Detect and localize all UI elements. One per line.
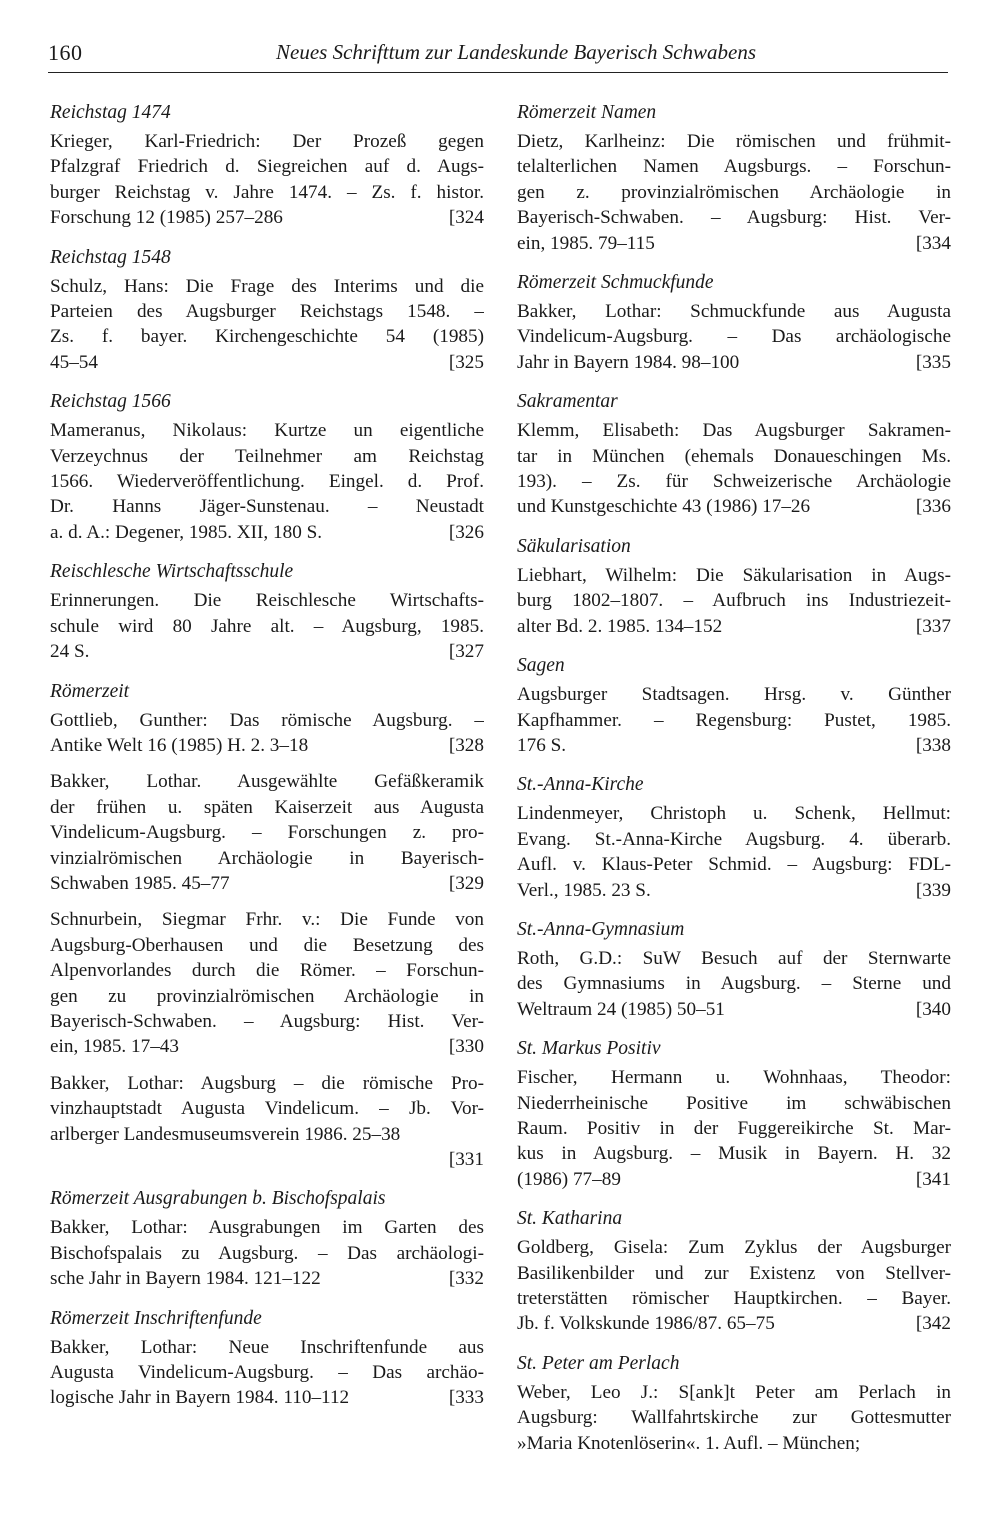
entry-number: [334 — [915, 232, 951, 254]
bibliography-section — [50, 1306, 484, 1411]
bibliography-section — [517, 389, 951, 520]
section-heading: Reischlesche Wirtschaftsschule — [50, 561, 294, 583]
entry-line: ein, 1985. 79–115 [334 — [517, 231, 951, 256]
bibliography-section — [50, 245, 484, 376]
entry-line: burg 1802–1807. – Aufbruch ins Industriezeit- — [517, 590, 951, 612]
bibliography-entry — [517, 299, 951, 375]
right-column — [517, 100, 951, 1470]
entry-line: vinzhauptstadt Augusta Vindelicum. – Jb. Vor- — [50, 1098, 484, 1120]
bibliography-entry — [50, 907, 484, 1059]
entry-line: der frühen u. späten Kaiserzeit aus Augusta — [50, 796, 484, 818]
entry-line: Kapfhammer. – Regensburg: Pustet, 1985. — [517, 709, 951, 731]
entry-number: [331 — [448, 1149, 484, 1170]
section-heading: St. Katharina — [517, 1208, 623, 1230]
entry-number: [328 — [448, 734, 484, 756]
entry-line: Vindelicum-Augsburg. – Das archäologische — [517, 326, 951, 348]
entry-line: arlberger Landesmuseumsverein 1986. 25–38 — [50, 1123, 401, 1145]
section-heading: Römerzeit Inschriftenfunde — [50, 1307, 262, 1329]
bibliography-section — [517, 1036, 951, 1192]
entry-line: Fischer, Hermann u. Wohnhaas, Theodor: — [517, 1067, 951, 1089]
entry-line: Bakker, Lothar: Schmuckfunde aus Augusta — [517, 301, 951, 323]
entry-line: 24 S. [327 — [50, 639, 484, 664]
entry-number: [337 — [915, 615, 951, 637]
entry-line: Bischofspalais zu Augsburg. – Das archäologi- — [50, 1242, 484, 1264]
bibliography-entry — [50, 769, 484, 896]
entry-line: burger Reichstag v. Jahre 1474. – Zs. f. histor. — [50, 181, 484, 203]
bibliography-section — [517, 1351, 951, 1456]
entry-line: Raum. Positiv in der Fuggereikirche St. Mar- — [517, 1117, 951, 1139]
bibliography-section — [517, 772, 951, 903]
section-heading: Römerzeit — [50, 680, 130, 702]
entry-line: Lindenmeyer, Christoph u. Schenk, Hellmut: — [517, 803, 951, 825]
bibliography-entry — [517, 946, 951, 1022]
entry-number: [327 — [448, 641, 484, 663]
entry-line: Mameranus, Nikolaus: Kurtze un eigentliche — [50, 420, 484, 442]
bibliography-entry — [50, 418, 484, 545]
bibliography-entry — [50, 1335, 484, 1411]
entry-line: a. d. A.: Degener, 1985. XII, 180 S. [326 — [50, 520, 484, 545]
entry-line: kus in Augsburg. – Musik in Bayern. H. 32 — [517, 1143, 951, 1165]
entry-line: Zs. f. bayer. Kirchengeschichte 54 (1985) — [50, 326, 484, 348]
entry-line: sche Jahr in Bayern 1984. 121–122 [332 — [50, 1266, 484, 1291]
section-heading: St. Peter am Perlach — [517, 1352, 680, 1374]
section-heading: Säkularisation — [517, 535, 631, 557]
entry-line: tar in München (ehemals Donaueschingen Ms. — [517, 445, 951, 467]
entry-line: (1986) 77–89 [341 — [517, 1167, 951, 1192]
entry-number: [340 — [915, 998, 951, 1020]
bibliography-section — [517, 534, 951, 639]
bibliography-section — [517, 100, 951, 256]
bibliography-entry — [517, 801, 951, 903]
entry-line: Weltraum 24 (1985) 50–51 [340 — [517, 997, 951, 1022]
bibliography-section — [50, 559, 484, 664]
entry-line: gen zu provinzialrömischen Archäologie in — [50, 985, 484, 1007]
entry-line: Augsburg: Wallfahrtskirche zur Gottesmutter — [517, 1407, 951, 1429]
entry-line: Pfalzgraf Friedrich d. Siegreichen auf d. Augs- — [50, 156, 484, 178]
entry-line: Forschung 12 (1985) 257–286 [324 — [50, 205, 484, 230]
bibliography-entry — [50, 708, 484, 759]
entry-number: [341 — [915, 1168, 951, 1190]
section-heading: Reichstag 1566 — [50, 391, 171, 413]
entry-number: [326 — [448, 521, 484, 543]
running-title: Neues Schrifttum zur Landeskunde Bayerisch Schwabens — [276, 40, 757, 64]
entry-line: 45–54 [325 — [50, 350, 484, 375]
section-heading: Reichstag 1548 — [50, 246, 171, 268]
entry-line: Jb. f. Volkskunde 1986/87. 65–75 [342 — [517, 1311, 951, 1336]
entry-number: [325 — [448, 351, 484, 373]
bibliography-entry — [517, 418, 951, 520]
entry-line: 176 S. [338 — [517, 733, 951, 758]
entry-line: Alpenvorlandes durch die Römer. – Forschun- — [50, 960, 484, 982]
entry-line: Aufl. v. Klaus-Peter Schmid. – Augsburg: FDL- — [517, 854, 951, 876]
entry-line: Verl., 1985. 23 S. [339 — [517, 878, 951, 903]
entry-line: Jahr in Bayern 1984. 98–100 [335 — [517, 350, 951, 375]
entry-number: [324 — [448, 207, 484, 229]
entry-line: Erinnerungen. Die Reischlesche Wirtschafts- — [50, 590, 484, 612]
entry-number: [342 — [915, 1313, 951, 1335]
bibliography-entry — [517, 682, 951, 758]
entry-line: Bakker, Lothar. Ausgewählte Gefäßkeramik — [50, 771, 484, 793]
entry-line: vinzialrömischen Archäologie in Bayerisch- — [50, 847, 484, 869]
bibliography-section — [50, 100, 484, 231]
entry-line: Schnurbein, Siegmar Frhr. v.: Die Funde von — [50, 909, 484, 931]
bibliography-section — [50, 679, 484, 1173]
entry-line: logische Jahr in Bayern 1984. 110–112 [333 — [50, 1385, 484, 1410]
entry-line: Augsburger Stadtsagen. Hrsg. v. Günther — [517, 684, 951, 706]
section-heading: Sakramentar — [517, 391, 618, 413]
entry-number: [333 — [448, 1387, 484, 1409]
section-heading: Römerzeit Namen — [517, 102, 657, 123]
entry-number: [335 — [915, 351, 951, 373]
entry-line: Bakker, Lothar: Neue Inschriftenfunde aus — [50, 1336, 484, 1358]
entry-line: ein, 1985. 17–43 [330 — [50, 1034, 484, 1059]
entry-line: Bayerisch-Schwaben. – Augsburg: Hist. Ver- — [517, 207, 951, 229]
entry-line: Verzeychnus der Teilnehmer am Reichstag — [50, 445, 484, 467]
section-heading: Römerzeit Schmuckfunde — [517, 272, 714, 294]
bibliography-section — [517, 653, 951, 758]
section-heading: St.-Anna-Kirche — [517, 774, 644, 796]
bibliography-entry — [50, 129, 484, 231]
entry-number: [338 — [915, 734, 951, 756]
entry-line: treterstätten römischer Hauptkirchen. – Bayer. — [517, 1288, 951, 1309]
entry-line: »Maria Knotenlöserin«. 1. Aufl. – München; — [517, 1432, 861, 1454]
entry-line: Dr. Hanns Jäger-Sunstenau. – Neustadt — [50, 496, 484, 518]
entry-line: Krieger, Karl-Friedrich: Der Prozeß gegen — [50, 131, 484, 152]
entry-number: [332 — [448, 1268, 484, 1290]
bibliography-section — [517, 1206, 951, 1337]
bibliography-entry — [517, 1235, 951, 1337]
entry-line: Goldberg, Gisela: Zum Zyklus der Augsburger — [517, 1237, 951, 1259]
entry-line: Bayerisch-Schwaben. – Augsburg: Hist. Ver- — [50, 1010, 484, 1032]
entry-number: [336 — [915, 496, 951, 518]
bibliography-entry — [517, 129, 951, 256]
entry-line: Evang. St.-Anna-Kirche Augsburg. 4. überarb. — [517, 828, 951, 850]
bibliography-entry — [517, 1065, 951, 1192]
bibliography-section — [50, 1186, 484, 1291]
entry-line: Augsburg-Oberhausen und die Besetzung des — [50, 934, 484, 956]
section-heading: Römerzeit Ausgrabungen b. Bischofspalais — [50, 1188, 386, 1210]
bibliography-entry — [50, 1071, 484, 1173]
entry-line: Antike Welt 16 (1985) H. 2. 3–18 [328 — [50, 733, 484, 758]
entry-number: [339 — [915, 879, 951, 901]
bibliography-section — [50, 389, 484, 545]
entry-line: Weber, Leo J.: S[ank]t Peter am Perlach in — [517, 1381, 951, 1403]
entry-line: 1566. Wiederveröffentlichung. Eingel. d. Prof. — [50, 471, 484, 493]
entry-line: Schwaben 1985. 45–77 [329 — [50, 871, 484, 896]
entry-line: alter Bd. 2. 1985. 134–152 [337 — [517, 614, 951, 639]
entry-line: telalterlichen Namen Augsburgs. – Forschun- — [517, 156, 951, 178]
entry-line: Liebhart, Wilhelm: Die Säkularisation in Augs- — [517, 564, 951, 586]
entry-line: Augusta Vindelicum-Augsburg. – Das archäo- — [50, 1362, 484, 1384]
entry-number-line — [50, 1147, 484, 1172]
left-column — [50, 100, 484, 1425]
entry-line: Parteien des Augsburger Reichstags 1548. – — [50, 301, 484, 323]
bibliography-section — [517, 270, 951, 375]
section-heading: St.-Anna-Gymnasium — [517, 918, 685, 940]
entry-line: gen z. provinzialrömischen Archäologie in — [517, 181, 951, 203]
page-header — [48, 38, 948, 73]
entry-line: Dietz, Karlheinz: Die römischen und frühmit- — [517, 131, 951, 152]
section-heading: St. Markus Positiv — [517, 1038, 661, 1060]
entry-line: Schulz, Hans: Die Frage des Interims und die — [50, 275, 484, 297]
entry-number: [330 — [448, 1036, 484, 1058]
entry-line: Klemm, Elisabeth: Das Augsburger Sakramen- — [517, 420, 951, 442]
entry-line: Basilikenbilder und zur Existenz von Stellver- — [517, 1262, 951, 1284]
entry-line: Bakker, Lothar: Augsburg – die römische Pro- — [50, 1072, 484, 1094]
entry-line: Roth, G.D.: SuW Besuch auf der Sternwarte — [517, 947, 951, 969]
bibliography-entry — [517, 563, 951, 639]
bibliography-section — [517, 917, 951, 1022]
bibliography-entry — [517, 1380, 951, 1456]
entry-line: des Gymnasiums in Augsburg. – Sterne und — [517, 973, 951, 995]
entry-line: und Kunstgeschichte 43 (1986) 17–26 [336 — [517, 494, 951, 519]
entry-line: Bakker, Lothar: Ausgrabungen im Garten des — [50, 1217, 484, 1239]
section-heading: Sagen — [517, 655, 565, 677]
entry-line: 193). – Zs. für Schweizerische Archäologie — [517, 471, 951, 493]
entry-line: Gottlieb, Gunther: Das römische Augsburg. – — [50, 709, 484, 731]
bibliography-entry — [50, 588, 484, 664]
entry-line: Niederrheinische Positive im schwäbischen — [517, 1092, 951, 1114]
entry-line: schule wird 80 Jahre alt. – Augsburg, 1985. — [50, 615, 484, 637]
page-number: 160 — [48, 40, 83, 65]
bibliography-entry — [50, 274, 484, 376]
bibliography-entry — [50, 1215, 484, 1291]
entry-line: Vindelicum-Augsburg. – Forschungen z. pro- — [50, 822, 484, 844]
section-heading: Reichstag 1474 — [50, 102, 171, 123]
entry-number: [329 — [448, 872, 484, 894]
